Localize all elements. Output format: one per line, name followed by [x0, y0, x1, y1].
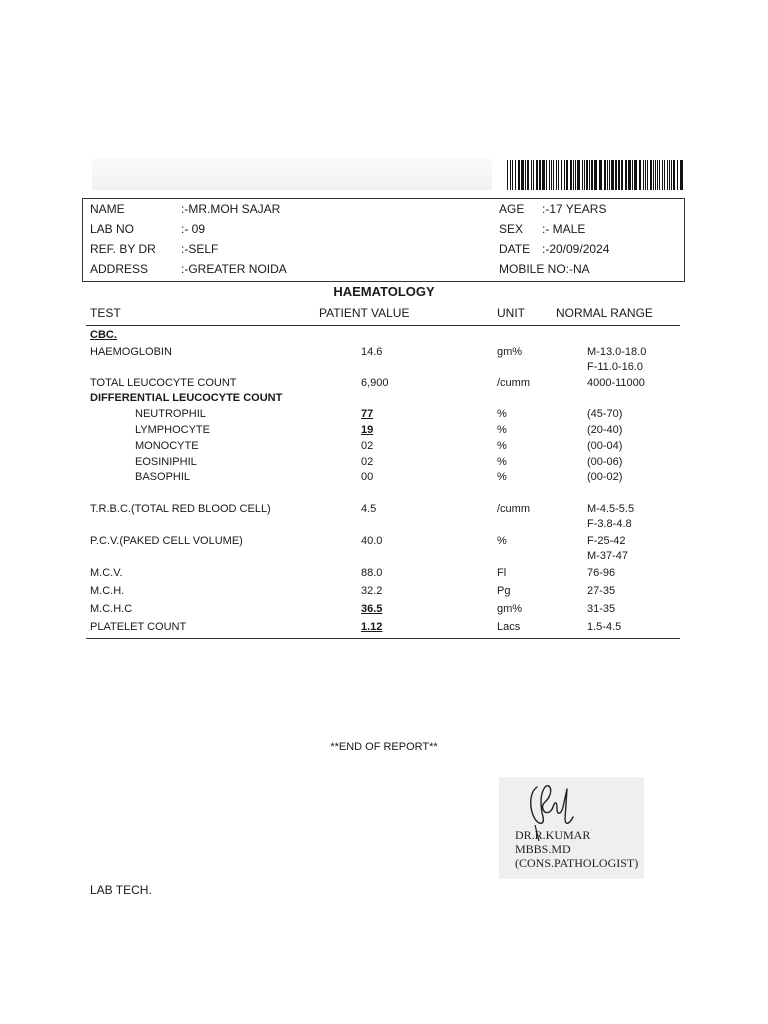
row-range: 31-35	[587, 603, 616, 615]
col-unit: UNIT	[497, 306, 525, 320]
row-range-2: F-11.0-16.0	[587, 361, 644, 373]
row-test: PLATELET COUNT	[90, 621, 187, 633]
row-range-2: F-3.8-4.8	[587, 518, 632, 530]
row-range: (00-02)	[587, 471, 623, 483]
labno-label: LAB NO	[90, 222, 135, 236]
age-value: :-17 YEARS	[542, 202, 607, 216]
row-unit: %	[497, 471, 507, 483]
row-range: M-4.5-5.5	[587, 503, 635, 515]
row-value-abnormal: 19	[361, 424, 374, 436]
row-range: F-25-42	[587, 535, 626, 547]
name-value: :-MR.MOH SAJAR	[181, 202, 281, 216]
row-range: 4000-11000	[587, 377, 645, 389]
row-test: MONOCYTE	[135, 440, 199, 452]
refby-label: REF. BY DR	[90, 242, 156, 256]
date-label: DATE	[499, 242, 531, 256]
address-label: ADDRESS	[90, 262, 149, 276]
row-value: 00	[361, 471, 374, 483]
sex-value: :- MALE	[542, 222, 586, 236]
row-value-abnormal: 36.5	[361, 603, 383, 615]
end-of-report: **END OF REPORT**	[330, 741, 438, 753]
row-test: M.C.H.	[90, 585, 125, 597]
mobile-text: MOBILE NO:-NA	[499, 262, 590, 276]
row-test: M.C.V.	[90, 567, 123, 579]
row-unit: %	[497, 408, 507, 420]
row-test: HAEMOGLOBIN	[90, 346, 172, 358]
row-range: 76-96	[587, 567, 616, 579]
row-range-2: M-37-47	[587, 550, 628, 562]
row-value: 32.2	[361, 585, 383, 597]
row-range: M-13.0-18.0	[587, 346, 647, 358]
row-test: NEUTROPHIL	[135, 408, 206, 420]
row-range: (20-40)	[587, 424, 623, 436]
pathologist-title: (CONS.PATHOLOGIST)	[515, 856, 639, 870]
row-unit: Fl	[497, 567, 507, 579]
row-value: 4.5	[361, 503, 377, 515]
group-dlc: DIFFERENTIAL LEUCOCYTE COUNT	[90, 392, 283, 404]
date-value: :-20/09/2024	[542, 242, 610, 256]
pathologist-name: DR.R.KUMAR	[515, 828, 591, 842]
row-value: 6,900	[361, 377, 389, 389]
row-unit: %	[497, 424, 507, 436]
lab-tech-label: LAB TECH.	[90, 883, 152, 897]
section-title: HAEMATOLOGY	[333, 284, 435, 299]
row-test: LYMPHOCYTE	[135, 424, 210, 436]
row-range: 27-35	[587, 585, 616, 597]
row-unit: /cumm	[497, 503, 530, 515]
row-unit: Lacs	[497, 621, 521, 633]
row-unit: /cumm	[497, 377, 530, 389]
col-normal-range: NORMAL RANGE	[556, 306, 653, 320]
row-value: 02	[361, 456, 374, 468]
row-unit: gm%	[497, 603, 523, 615]
barcode	[507, 160, 685, 190]
row-value: 40.0	[361, 535, 383, 547]
refby-value: :-SELF	[181, 242, 219, 256]
row-range: (00-04)	[587, 440, 623, 452]
row-value: 14.6	[361, 346, 383, 358]
name-label: NAME	[90, 202, 125, 216]
address-value: :-GREATER NOIDA	[181, 262, 287, 276]
row-unit: %	[497, 535, 507, 547]
row-unit: %	[497, 456, 507, 468]
sex-label: SEX	[499, 222, 524, 236]
row-range: 1.5-4.5	[587, 621, 622, 633]
row-test: EOSINIPHIL	[135, 456, 197, 468]
header-divider	[86, 325, 680, 326]
row-test: BASOPHIL	[135, 471, 191, 483]
col-patient-value: PATIENT VALUE	[319, 306, 410, 320]
table-bottom-divider	[86, 638, 680, 639]
row-test: P.C.V.(PAKED CELL VOLUME)	[90, 535, 243, 547]
row-test: TOTAL LEUCOCYTE COUNT	[90, 377, 237, 389]
letterhead-strip	[92, 158, 492, 190]
row-value: 02	[361, 440, 374, 452]
group-cbc: CBC.	[90, 329, 117, 341]
row-unit: gm%	[497, 346, 523, 358]
row-value: 88.0	[361, 567, 383, 579]
row-unit: %	[497, 440, 507, 452]
labno-value: :- 09	[181, 222, 206, 236]
row-range: (00-06)	[587, 456, 623, 468]
row-unit: Pg	[497, 585, 511, 597]
row-value-abnormal: 1.12	[361, 621, 383, 633]
row-range: (45-70)	[587, 408, 623, 420]
col-test: TEST	[90, 306, 121, 320]
row-test: M.C.H.C	[90, 603, 133, 615]
row-value-abnormal: 77	[361, 408, 374, 420]
pathologist-qualification: MBBS.MD	[515, 842, 571, 856]
age-label: AGE	[499, 202, 525, 216]
row-test: T.R.B.C.(TOTAL RED BLOOD CELL)	[90, 503, 271, 515]
